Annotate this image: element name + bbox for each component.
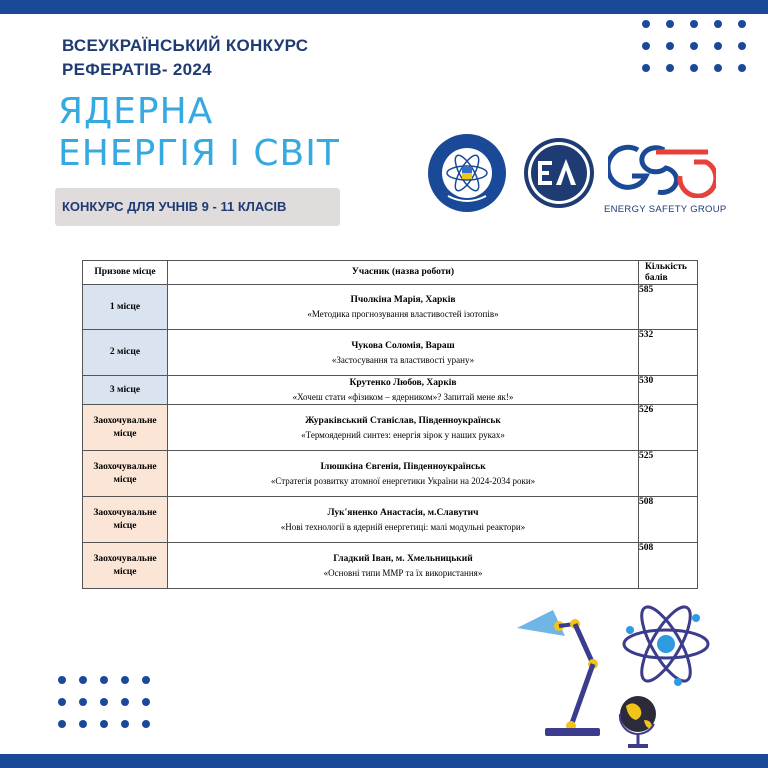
row-score: 532 — [639, 330, 698, 376]
table-row — [83, 285, 698, 330]
ea-logo — [523, 137, 595, 209]
table-row — [83, 330, 698, 376]
grades-banner-text: КОНКУРС ДЛЯ УЧНІВ 9 - 11 КЛАСІВ — [62, 199, 287, 214]
row-participant: Жураківський Станіслав, Південноукраїнськ «Термоядерний синтез: енергія зірок у наших руках» — [168, 405, 639, 451]
row-place: Заохочувальне місце — [83, 451, 168, 497]
table-row — [83, 543, 698, 589]
row-participant: Ілюшкіна Євгенія, Південноукраїнськ «Стратегія розвитку атомної енергетики України на 2024-2034 роки» — [168, 451, 639, 497]
energy-safety-group-label: ENERGY SAFETY GROUP — [604, 204, 727, 215]
row-place: Заохочувальне місце — [83, 543, 168, 589]
row-score: 508 — [639, 543, 698, 589]
contest-title-line1: ВСЕУКРАЇНСЬКИЙ КОНКУРС — [62, 36, 309, 55]
header-place: Призове місце — [83, 261, 168, 285]
header-participant: Учасник (назва роботи) — [168, 261, 639, 285]
header-score: Кількість балів — [639, 261, 698, 285]
row-participant: Чукова Соломія, Вараш «Застосування та властивості урану» — [168, 330, 639, 376]
row-participant: Пчолкіна Марія, Харків «Методика прогнозування властивостей ізотопів» — [168, 285, 639, 330]
row-place: Заохочувальне місце — [83, 405, 168, 451]
table-row — [83, 497, 698, 543]
row-place: Заохочувальне місце — [83, 497, 168, 543]
contest-title-line2: РЕФЕРАТІВ- 2024 — [62, 60, 212, 79]
row-place: 1 місце — [83, 285, 168, 330]
table-header-row — [83, 261, 698, 285]
row-score: 508 — [639, 497, 698, 543]
results-table — [82, 260, 698, 589]
table-row — [83, 405, 698, 451]
energy-safety-group-logo — [608, 140, 716, 198]
main-title-line2: ЕНЕРГІЯ І СВІТ — [58, 133, 340, 174]
bottom-bar — [0, 754, 768, 768]
row-score: 526 — [639, 405, 698, 451]
table-row — [83, 451, 698, 497]
row-score: 585 — [639, 285, 698, 330]
row-participant: Крутенко Любов, Харків «Хочеш стати «фізиком – ядерником»? Запитай мене як!» — [168, 376, 639, 405]
row-place: 3 місце — [83, 376, 168, 405]
atom-icon — [618, 596, 714, 692]
decor-dots-top-right — [642, 20, 746, 72]
main-title-line1: ЯДЕРНА — [58, 91, 214, 132]
nuclear-society-logo — [426, 132, 508, 214]
row-score: 530 — [639, 376, 698, 405]
top-bar — [0, 0, 768, 14]
row-participant: Лук'яненко Анастасія, м.Славутич «Нові технології в ядерній енергетиці: малі модульні реактори» — [168, 497, 639, 543]
row-place: 2 місце — [83, 330, 168, 376]
globe-icon — [614, 690, 664, 750]
row-participant: Гладкий Іван, м. Хмельницький «Основні типи ММР та їх використання» — [168, 543, 639, 589]
table-row — [83, 376, 698, 405]
row-score: 525 — [639, 451, 698, 497]
decor-dots-bottom-left — [58, 676, 150, 728]
